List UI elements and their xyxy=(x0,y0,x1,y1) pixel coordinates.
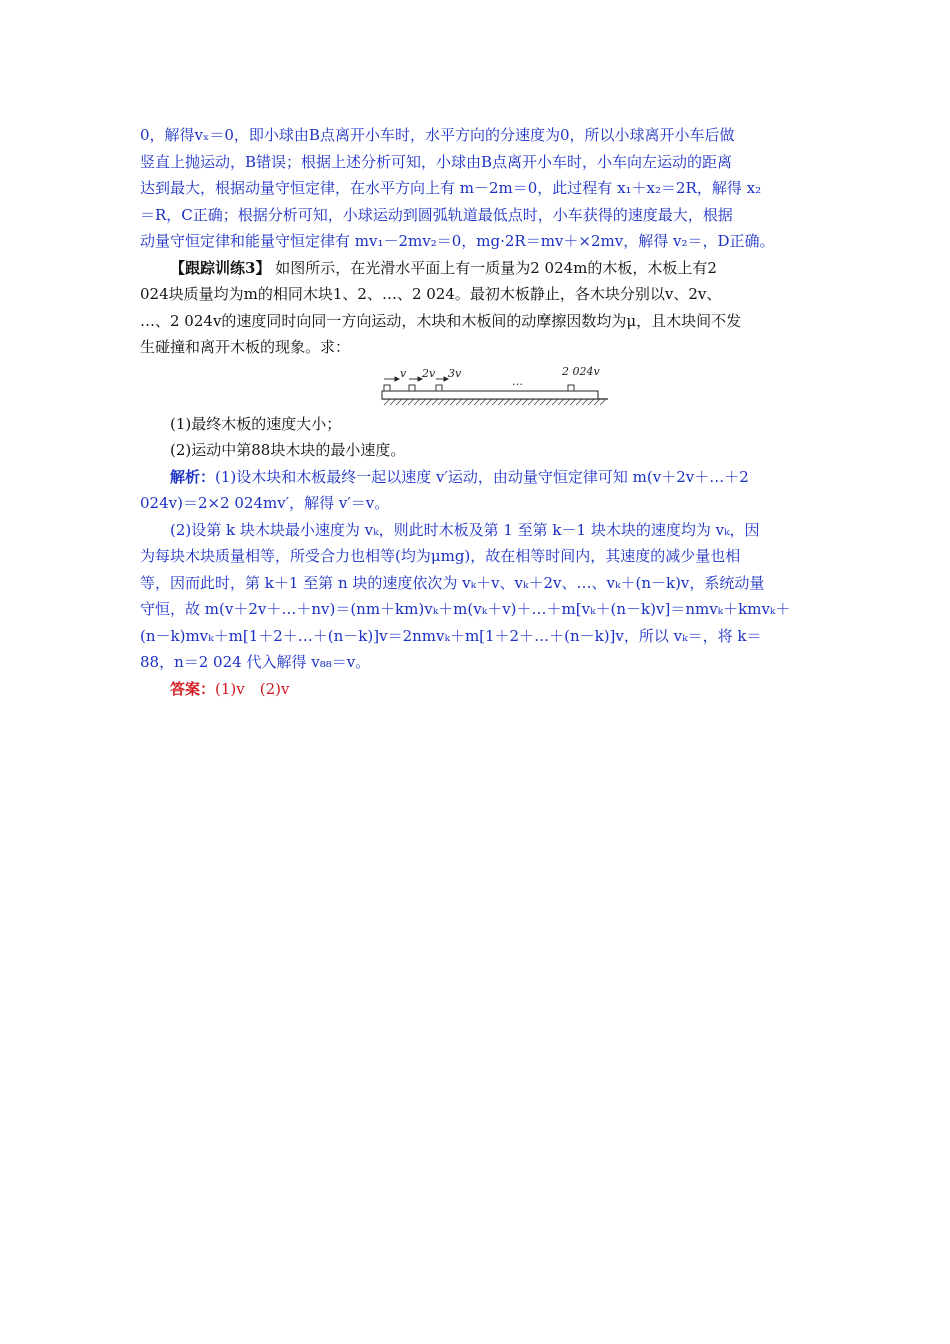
wooden-board xyxy=(382,391,598,399)
exercise-tag: 【跟踪训练3】 xyxy=(170,258,271,277)
exercise-text: 如图所示，在光滑水平面上有一质量为2 024m的木板，木板上有2 xyxy=(275,258,717,277)
block-1 xyxy=(384,385,390,391)
label-3v: 3v xyxy=(448,366,462,380)
analysis-line: (2)设第 k 块木块最小速度为 vₖ，则此时木板及第 1 至第 k－1 块木块的速度均为 vₖ，因 xyxy=(170,520,760,539)
analysis-line: 守恒，故 m(v＋2v＋…＋nv)＝(nm＋km)vₖ＋m(vₖ＋v)＋…＋m[vₖ＋(n－k)v]＝nmvₖ＋kmvₖ＋ xyxy=(140,600,791,618)
exercise-line: 生碰撞和离开木板的现象。求： xyxy=(140,338,351,356)
block-3 xyxy=(436,385,442,391)
block-2 xyxy=(409,385,415,391)
document-page xyxy=(140,122,810,702)
analysis-block xyxy=(140,464,810,676)
analysis-line: 等，因而此时，第 k＋1 至第 n 块的速度依次为 vₖ＋v、vₖ＋2v、…、vₖ＋(n－k)v，系统动量 xyxy=(140,573,765,592)
exercise-line: …、2 024v的速度同时向同一方向运动，木块和木板间的动摩擦因数均为μ，且木块间不发 xyxy=(140,311,742,330)
label-2024v: 2 024v xyxy=(562,364,600,378)
board-figure xyxy=(140,361,810,411)
solution-line: 达到最大，根据动量守恒定律，在水平方向上有 m－2m＝0，此过程有 x₁＋x₂＝2R，解得 x₂ xyxy=(140,179,762,197)
analysis-label: 解析： xyxy=(170,467,216,486)
analysis-line xyxy=(140,464,810,491)
answer-label: 答案： xyxy=(170,679,216,698)
solution-line: 动量守恒定律和能量守恒定律有 mv₁－2mv₂＝0，mg·2R＝mv＋×2mv，解得 v₂＝，D正确。 xyxy=(140,232,775,250)
label-v: v xyxy=(400,366,407,380)
exercise-line: 024块质量均为m的相同木块1、2、…、2 024。最初木板静止，各木块分别以v、2v、 xyxy=(140,285,722,303)
analysis-line: 88，n＝2 024 代入解得 v₈₈＝v。 xyxy=(140,653,371,671)
analysis-line: 为每块木块质量相等，所受合力也相等(均为μmg)，故在相等时间内，其速度的减少量也相 xyxy=(140,547,741,565)
answer-text: (1)v (2)v xyxy=(215,679,290,698)
solution-line: 竖直上抛运动，B错误；根据上述分析可知，小球由B点离开小车时，小车向左运动的距离 xyxy=(140,152,733,171)
analysis-line: 024v)＝2×2 024mv′，解得 v′＝v。 xyxy=(140,494,390,512)
analysis-text: (1)设木块和木板最终一起以速度 v′运动，由动量守恒定律可知 m(v＋2v＋…＋2 xyxy=(215,467,749,486)
ground-hatching xyxy=(384,399,606,405)
solution-line: 0，解得vₓ＝0，即小球由B点离开小车时，水平方向的分速度为0，所以小球离开小车后做 xyxy=(140,126,735,144)
previous-solution xyxy=(140,122,810,255)
label-2v: 2v xyxy=(422,366,436,380)
solution-line: ＝R，C正确；根据分析可知，小球运动到圆弧轨道最低点时，小车获得的速度最大，根据 xyxy=(140,205,733,224)
question-1: (1)最终木板的速度大小； xyxy=(170,414,342,433)
question-2: (2)运动中第88块木块的最小速度。 xyxy=(170,441,406,459)
block-2024 xyxy=(568,385,574,391)
answer-line xyxy=(140,676,810,703)
exercise-block xyxy=(140,255,810,464)
label-ellipsis: … xyxy=(512,374,523,388)
analysis-line: (n－k)mvₖ＋m[1＋2＋…＋(n－k)]v＝2nmvₖ＋m[1＋2＋…＋(n－k)]v，所以 vₖ＝，将 k＝ xyxy=(140,626,762,645)
exercise-line xyxy=(140,255,810,282)
board-diagram xyxy=(380,361,610,409)
